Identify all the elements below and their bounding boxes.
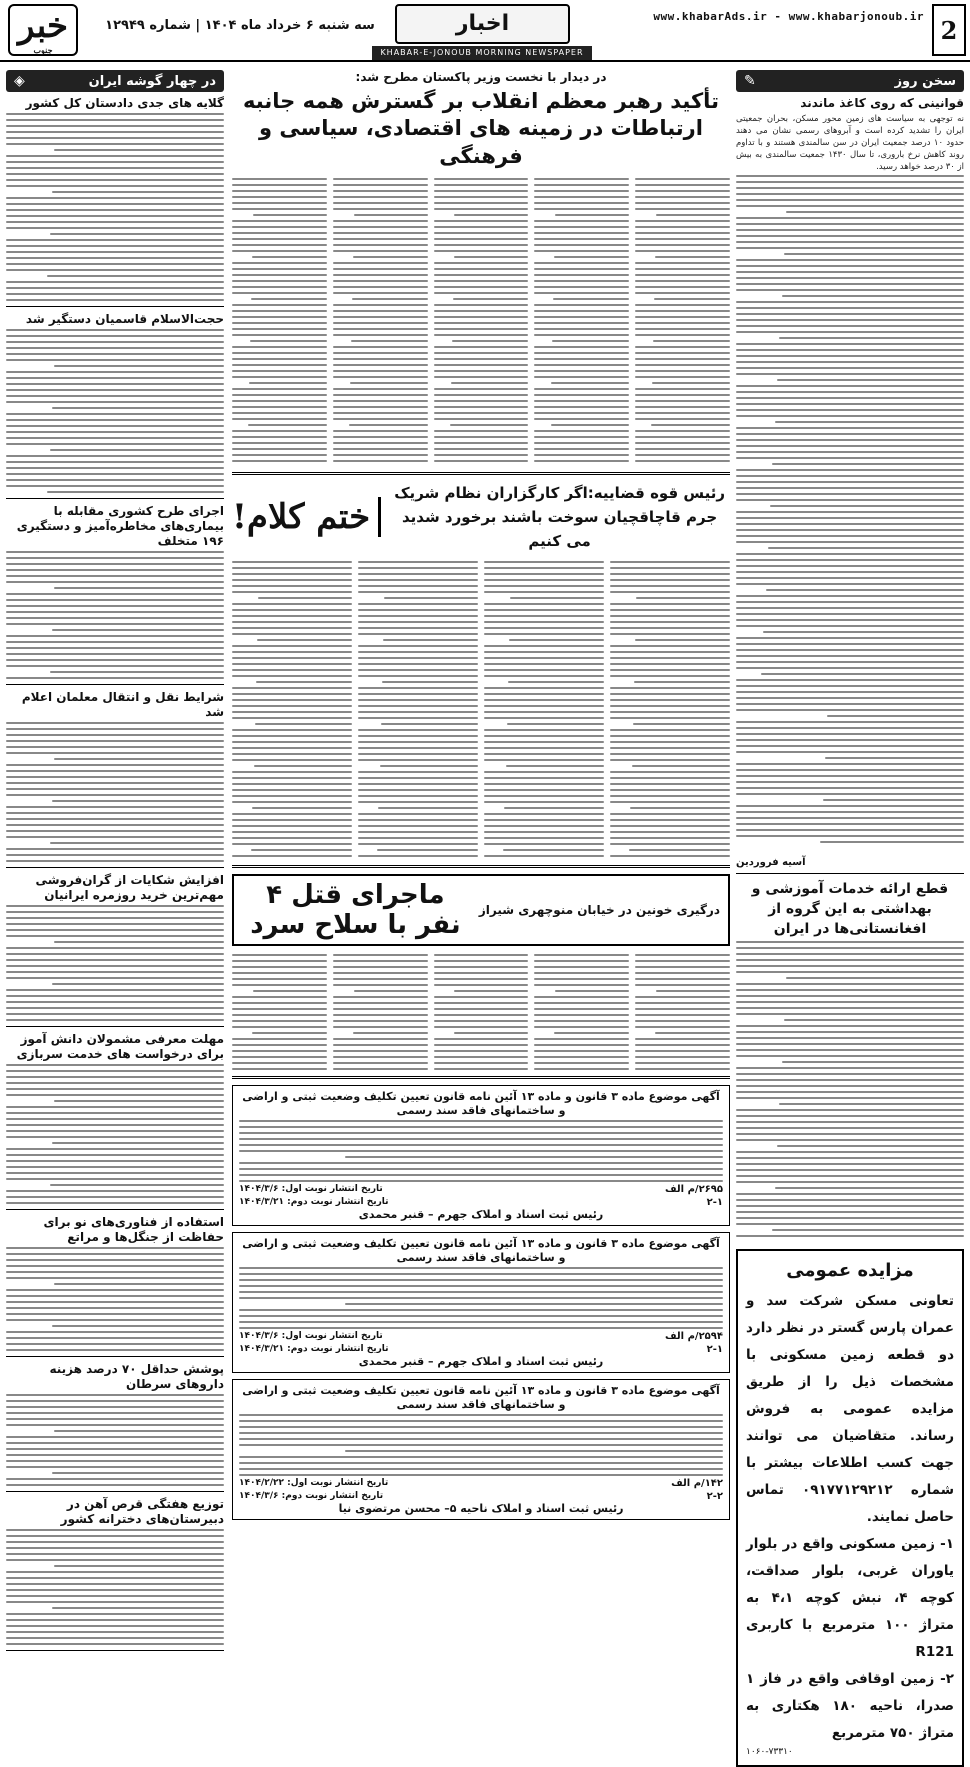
masthead [0, 0, 970, 62]
article-body-text [736, 175, 964, 855]
notice-number: ۲-۲ [706, 1490, 723, 1502]
issue-dateline: سه شنبه ۶ خرداد ماه ۱۴۰۴ | شماره ۱۲۹۴۹ [105, 18, 375, 33]
story2-headline[interactable]: رئیس قوه قضاییه:اگر کارگزاران نظام شریک جرم قاچاقچیان سوخت باشند برخورد شدید می کنیم [394, 483, 725, 550]
brief-body-text [6, 1247, 224, 1351]
story2-label: ختم کلام! [232, 497, 381, 537]
text-column [232, 954, 327, 1068]
legal-notice [232, 1379, 730, 1520]
article-title[interactable]: قوانینی که روی کاغذ ماندند [800, 96, 964, 110]
notice-footer [239, 1331, 723, 1342]
story2-header [232, 481, 730, 553]
logo-text: خبر [17, 6, 69, 46]
brief-headline[interactable]: شرایط نقل و انتقال معلمان اعلام شد [21, 690, 224, 719]
section-title: اخبار [395, 4, 570, 44]
paper-subtitle: KHABAR-E-JONOUB MORNING NEWSPAPER [372, 46, 592, 60]
notice-date-1: تاریخ انتشار نوبت اول: ۱۴۰۴/۳/۶ [239, 1330, 383, 1341]
text-column [232, 561, 352, 857]
main-column [232, 70, 730, 1526]
lead-kicker: در دیدار با نخست وزیر پاکستان مطرح شد: [355, 70, 607, 84]
notice-title: آگهی موضوع ماده ۳ قانون و ماده ۱۳ آئین نامه قانون تعیین تکلیف وضعیت ثبتی و اراضی و ساختمانهای فاقد سند رسمی [242, 1089, 720, 1117]
notice-date-2: تاریخ انتشار نوبت دوم: ۱۴۰۴/۳/۲۱ [239, 1196, 389, 1207]
auction-ad [736, 1249, 964, 1767]
notice-code: ۲۶۹۵/م الف [665, 1183, 723, 1195]
logo-subtext: جنوب [33, 45, 53, 55]
notice-signer: رئیس ثبت اسناد و املاک جهرم – قنبر محمدی [358, 1207, 604, 1221]
brief-headline[interactable]: پوشش حداقل ۷۰ درصد هزینه داروهای سرطان [49, 1362, 224, 1391]
notice-code: ۲۵۹۴/م الف [665, 1330, 723, 1342]
auction-code: ۱۰۶۰-۷۳۳۱۰ [746, 1747, 793, 1758]
text-column [434, 954, 529, 1068]
notice-code: ۱۴۲/م الف [671, 1477, 723, 1489]
text-column [333, 178, 428, 464]
auction-body: تعاونی مسکن شرکت سد و عمران پارس گستر در نظر دارد دو قطعه زمین مسکونی با مشخصات ذیل را از طریق مزایده عمومی به فروش رساند. متقاضیان می توانند جهت کسب اطلاعات بیشتر با شماره ۰۹۱۷۷۱۲۹۲۱۲ تماس حاصل نمایند. [746, 1293, 954, 1526]
news-body-text [736, 941, 964, 1241]
column-title: سخن روز [894, 73, 956, 89]
auction-item-1: ۱- زمین مسکونی واقع در بلوار یاوران غربی، بلوار صداقت، کوچه ۴، نبش کوچه ۴،۱ به متراژ ۱۰۰ مترمربع با کاربری R121 [746, 1536, 954, 1661]
brief-body-text [6, 1394, 224, 1486]
pen-icon: ✎ [744, 73, 756, 89]
brief-headline[interactable]: مهلت معرفی مشمولان دانش آموز برای درخواست های خدمت سربازی [16, 1032, 224, 1061]
lead-headline[interactable]: تأکید رهبر معظم انقلاب بر گسترش همه جانبه ارتباطات در زمینه های اقتصادی، سیاسی و فرهنگی [243, 89, 719, 168]
brief-headline[interactable]: اجرای طرح کشوری مقابله با بیماری‌های مخاطره‌آمیز و دستگیری ۱۹۶ متخلف [16, 504, 224, 548]
brief-body-text [6, 113, 224, 301]
notice-body-text [239, 1414, 723, 1476]
story2-body [232, 559, 730, 859]
legal-notices [232, 1085, 730, 1520]
story3-header [232, 874, 730, 946]
notice-signer: رئیس ثبت اسناد و املاک جهرم – قنبر محمدی [358, 1354, 604, 1368]
notice-body-text [239, 1120, 723, 1182]
text-column [333, 954, 428, 1068]
right-column [736, 70, 964, 1767]
brief-body-text [6, 551, 224, 679]
column-title: در چهار گوشه ایران [88, 73, 216, 89]
text-column [484, 561, 604, 857]
notice-signer: رئیس ثبت اسناد و املاک ناحیه ۵– محسن مرتضوی نیا [338, 1501, 624, 1515]
notice-number: ۲-۱ [706, 1196, 723, 1208]
legal-notice [232, 1085, 730, 1226]
text-column [434, 178, 529, 464]
notice-date-1: تاریخ انتشار نوبت اول: ۱۴۰۴/۲/۲۲ [239, 1477, 389, 1488]
notice-date-1: تاریخ انتشار نوبت اول: ۱۴۰۴/۳/۶ [239, 1183, 383, 1194]
brief-body-text [6, 329, 224, 493]
left-column [6, 70, 224, 1656]
text-column [358, 561, 478, 857]
story3-kicker: درگیری خونین در خیابان منوچهری شیراز [478, 902, 720, 917]
brief-headline[interactable]: استفاده از فناوری‌های نو برای حفاظت از جنگل‌ها و مراتع [43, 1215, 224, 1244]
news-headline[interactable]: قطع ارائه خدمات آموزشی و بهداشتی به این گروه از افغانستانی‌ها در ایران [751, 881, 949, 937]
brief-headline[interactable]: حجت‌الاسلام قاسمیان دستگیر شد [25, 312, 224, 326]
story3-body [232, 952, 730, 1070]
lead-body [232, 176, 730, 466]
notice-footer [239, 1184, 723, 1195]
brief-body-text [6, 1064, 224, 1204]
notice-title: آگهی موضوع ماده ۳ قانون و ماده ۱۳ آئین نامه قانون تعیین تکلیف وضعیت ثبتی و اراضی و ساختمانهای فاقد سند رسمی [242, 1236, 720, 1264]
brief-news-list [6, 96, 224, 1651]
notice-body-text [239, 1267, 723, 1329]
text-column [534, 954, 629, 1068]
text-column [534, 178, 629, 464]
article-excerpt: نه توجهی به سیاست های زمین محور مسکن، بحران جمعیتی ایران را تشدید کرده است و آبروهای رسمی نشان می دهند حدود ۱۰ درصد جمعیت ایران در سن سالمندی هستند و با تداوم روند کاهش نرخ باروری، تا سال ۱۴۳۰ جمعیت سالمندی به بیش از ۳۰ درصد خواهد رسید. [736, 114, 964, 172]
site-urls[interactable]: www.khabarAds.ir - www.khabarjonoub.ir [653, 10, 924, 23]
brief-body-text [6, 905, 224, 1021]
brief-body-text [6, 1529, 224, 1645]
text-column [635, 178, 730, 464]
newspaper-logo [8, 4, 78, 56]
map-icon: ◈ [14, 73, 25, 89]
notice-date-2: تاریخ انتشار نوبت دوم: ۱۴۰۴/۳/۲۱ [239, 1343, 389, 1354]
notice-date-2: تاریخ انتشار نوبت دوم: ۱۴۰۴/۳/۶ [239, 1490, 384, 1501]
column-header [6, 70, 224, 92]
article-author: آسیه فروردین [736, 857, 806, 868]
notice-footer [239, 1344, 723, 1355]
notice-footer [239, 1197, 723, 1208]
auction-item-2: ۲- زمین اوقافی واقع در فاز ۱ صدرا، ناحیه ۱۸۰ هکتاری به متراژ ۷۵۰ مترمربع [746, 1671, 955, 1742]
notice-footer [239, 1478, 723, 1489]
text-column [232, 178, 327, 464]
notice-number: ۲-۱ [706, 1343, 723, 1355]
column-header [736, 70, 964, 92]
brief-body-text [6, 722, 224, 862]
notice-footer [239, 1491, 723, 1502]
brief-headline[interactable]: توزیع هفتگی قرص آهن در دبیرستان‌های دخترانه کشور [60, 1497, 224, 1526]
story3-headline[interactable]: ماجرای قتل ۴ نفر با سلاح سرد [250, 879, 461, 940]
page-number: 2 [932, 4, 966, 56]
text-column [610, 561, 730, 857]
legal-notice [232, 1232, 730, 1373]
brief-headline[interactable]: گلایه های جدی دادستان کل کشور [25, 96, 224, 110]
text-column [635, 954, 730, 1068]
auction-title: مزایده عمومی [786, 1260, 914, 1281]
notice-title: آگهی موضوع ماده ۳ قانون و ماده ۱۳ آئین نامه قانون تعیین تکلیف وضعیت ثبتی و اراضی و ساختمانهای فاقد سند رسمی [242, 1383, 720, 1411]
brief-headline[interactable]: افزایش شکایات از گران‌فروشی مهم‌ترین خرید روزمره ایرانیان [35, 873, 224, 902]
